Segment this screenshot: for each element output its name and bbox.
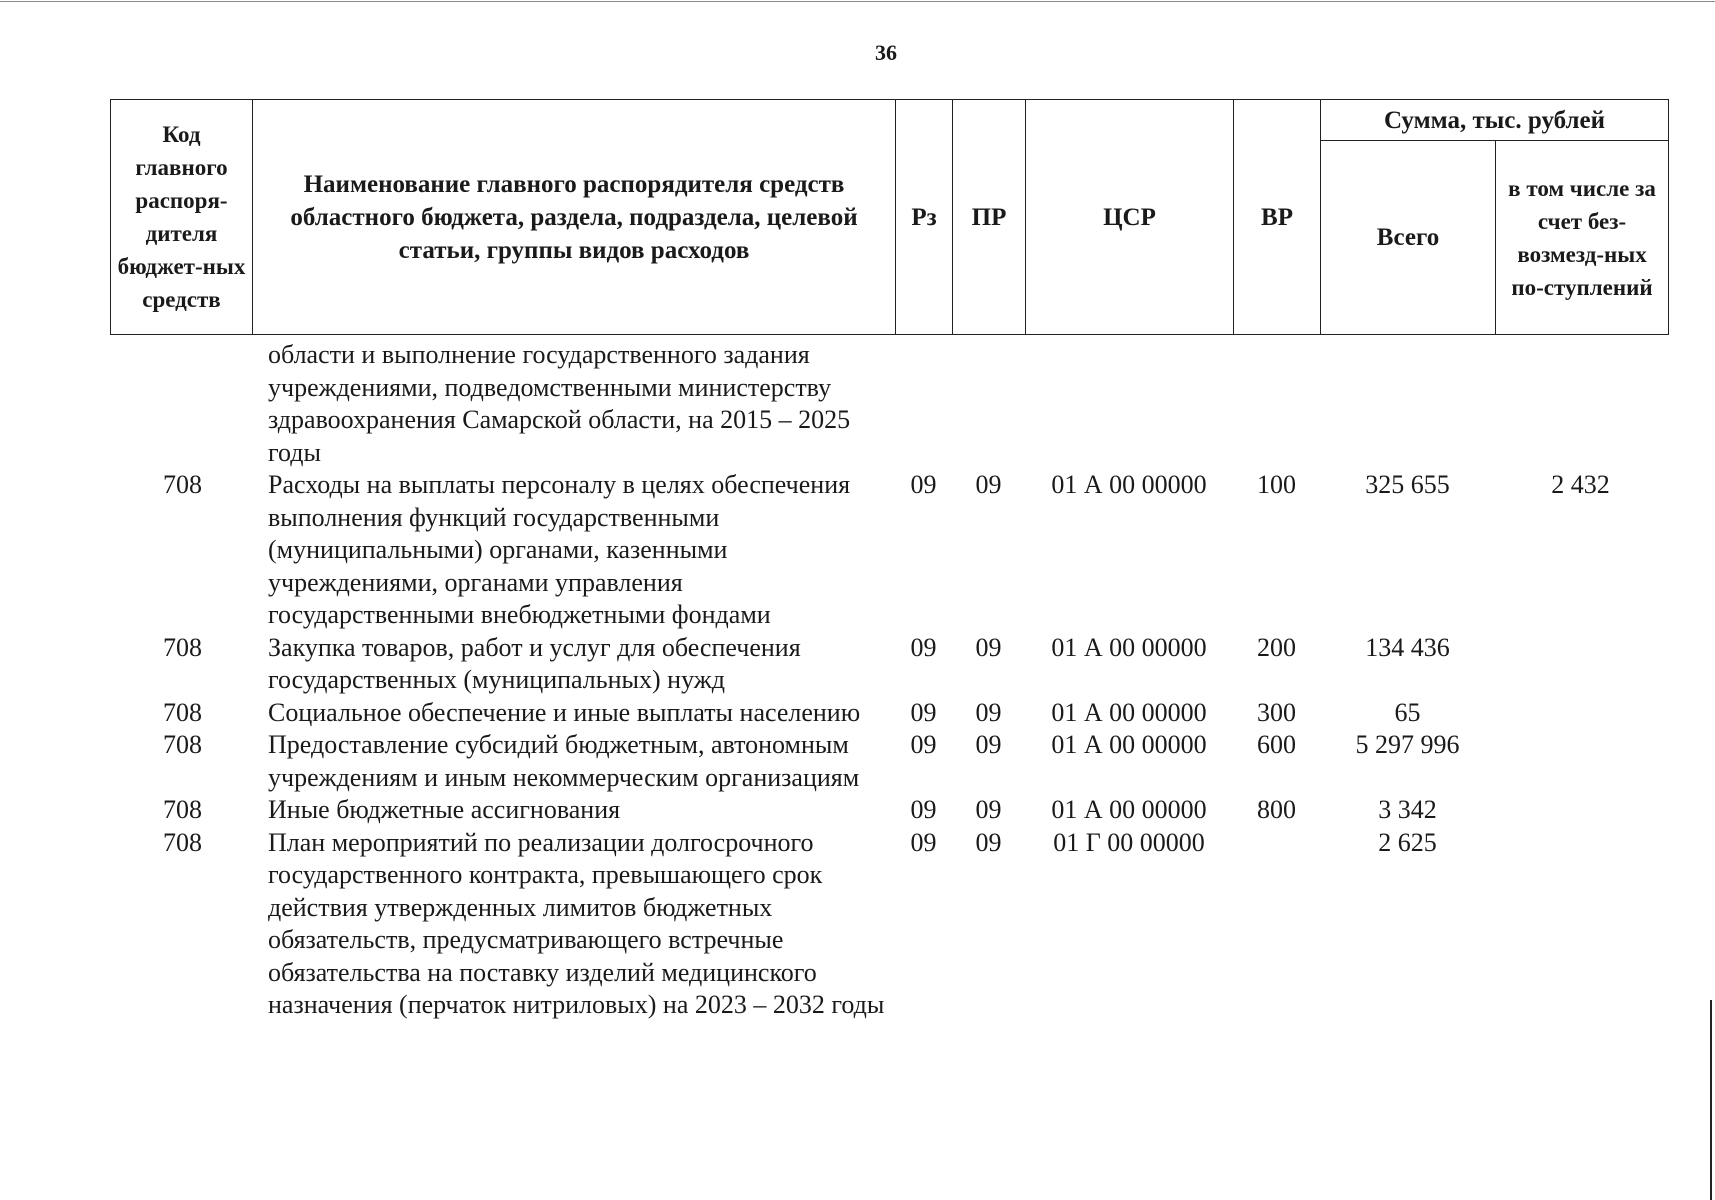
top-rule [0, 1, 1715, 2]
header-sum-title: Сумма, тыс. рублей [1321, 100, 1669, 141]
row-pr: 09 [975, 795, 1002, 824]
row-code [110, 339, 255, 469]
table-header [110, 99, 1669, 335]
row-gratuitous [1495, 339, 1666, 469]
row-rz: 09 [910, 730, 937, 759]
row-rz: 09 [910, 795, 937, 824]
table-row [110, 794, 1668, 827]
row-csr: 01 А 00 00000 [1051, 632, 1207, 662]
row-csr: 01 А 00 00000 [1051, 730, 1207, 759]
row-pr [952, 339, 1025, 469]
row-vr: 600 [1257, 730, 1296, 759]
row-code: 708 [163, 632, 202, 662]
row-total: 65 [1394, 697, 1421, 727]
row-total: 325 655 [1365, 470, 1450, 499]
row-total [1320, 339, 1495, 469]
row-vr: 800 [1257, 795, 1296, 824]
header-total: Всего [1321, 141, 1496, 335]
row-pr: 09 [975, 632, 1002, 662]
row-csr [1025, 339, 1233, 469]
header-rz: Рз [896, 100, 953, 335]
row-rz: 09 [910, 697, 937, 727]
row-csr: 01 А 00 00000 [1051, 795, 1207, 824]
row-name: области и выполнение государственного задания учреждениями, подведомственными министерству здравоохранения Самарской области, на 2015 – 2025 годы [268, 340, 851, 467]
page-number: 36 [875, 40, 897, 65]
row-rz: 09 [910, 632, 937, 662]
header-name [253, 100, 896, 335]
table-row [110, 339, 1668, 469]
row-gratuitous [1495, 697, 1666, 730]
header-csr: ЦСР [1026, 100, 1234, 335]
header-vr: ВР [1234, 100, 1321, 335]
row-csr: 01 А 00 00000 [1051, 697, 1207, 727]
header-pr: ПР [953, 100, 1026, 335]
table-row [110, 827, 1668, 1022]
row-name: Предоставление субсидий бюджетным, автономным учреждениям и иным некоммерческим организациям [268, 730, 860, 792]
row-name: Иные бюджетные ассигнования [268, 795, 621, 824]
row-pr: 09 [975, 827, 1002, 857]
row-code: 708 [163, 697, 202, 727]
row-name: Закупка товаров, работ и услуг для обеспечения государственных (муниципальных) нужд [268, 632, 801, 694]
row-total: 5 297 996 [1355, 730, 1460, 759]
row-code: 708 [163, 730, 202, 759]
row-gratuitous: 2 432 [1551, 470, 1610, 499]
row-name: Расходы на выплаты персоналу в целях обеспечения выполнения функций государственными (муниципальными) органами, казенными учреждениями, органами управления государственными внебюджетными фондами [268, 470, 851, 629]
row-pr: 09 [975, 697, 1002, 727]
header-code [111, 100, 253, 335]
row-code: 708 [163, 795, 202, 824]
row-vr [1233, 339, 1320, 469]
row-total: 2 625 [1378, 827, 1437, 857]
row-vr: 100 [1257, 470, 1296, 499]
row-rz [895, 339, 952, 469]
row-code: 708 [163, 470, 202, 499]
header-gratuitous-label: в том числе за счет без-возмезд-ных по-ступлений [1508, 175, 1656, 300]
table-row [110, 632, 1668, 697]
row-gratuitous [1495, 794, 1666, 827]
row-csr: 01 А 00 00000 [1051, 470, 1207, 499]
row-rz: 09 [910, 827, 937, 857]
row-gratuitous [1495, 827, 1666, 1022]
row-vr: 300 [1257, 697, 1296, 727]
row-pr: 09 [975, 730, 1002, 759]
table-row [110, 729, 1668, 794]
header-name-label: Наименование главного распорядителя средств областного бюджета, раздела, подраздела, целевой статьи, группы видов расходов [290, 170, 858, 264]
row-pr: 09 [975, 470, 1002, 499]
page-edge-line [1710, 1000, 1712, 1200]
row-gratuitous [1495, 729, 1666, 794]
header-code-label: Код главного распоря-дителя бюджет-ных средств [117, 122, 246, 312]
header-gratuitous [1496, 141, 1669, 335]
table-row [110, 469, 1668, 632]
row-rz: 09 [910, 470, 937, 499]
row-name: Социальное обеспечение и иные выплаты населению [268, 697, 861, 727]
row-name: План мероприятий по реализации долгосрочного государственного контракта, превышающего срок действия утвержденных лимитов бюджетных обязательств, предусматривающего встречные обязательства на поставку изделий медицинского назначения (перчаток нитриловых) на 2023 – 2032 годы [268, 827, 885, 1019]
row-gratuitous [1495, 632, 1666, 697]
row-vr [1233, 827, 1320, 1022]
row-total: 3 342 [1378, 795, 1437, 824]
table-body [110, 339, 1668, 1022]
row-vr: 200 [1257, 632, 1296, 662]
row-total: 134 436 [1365, 632, 1450, 662]
table-row [110, 697, 1668, 730]
row-csr: 01 Г 00 00000 [1053, 827, 1205, 857]
row-code: 708 [163, 827, 202, 857]
